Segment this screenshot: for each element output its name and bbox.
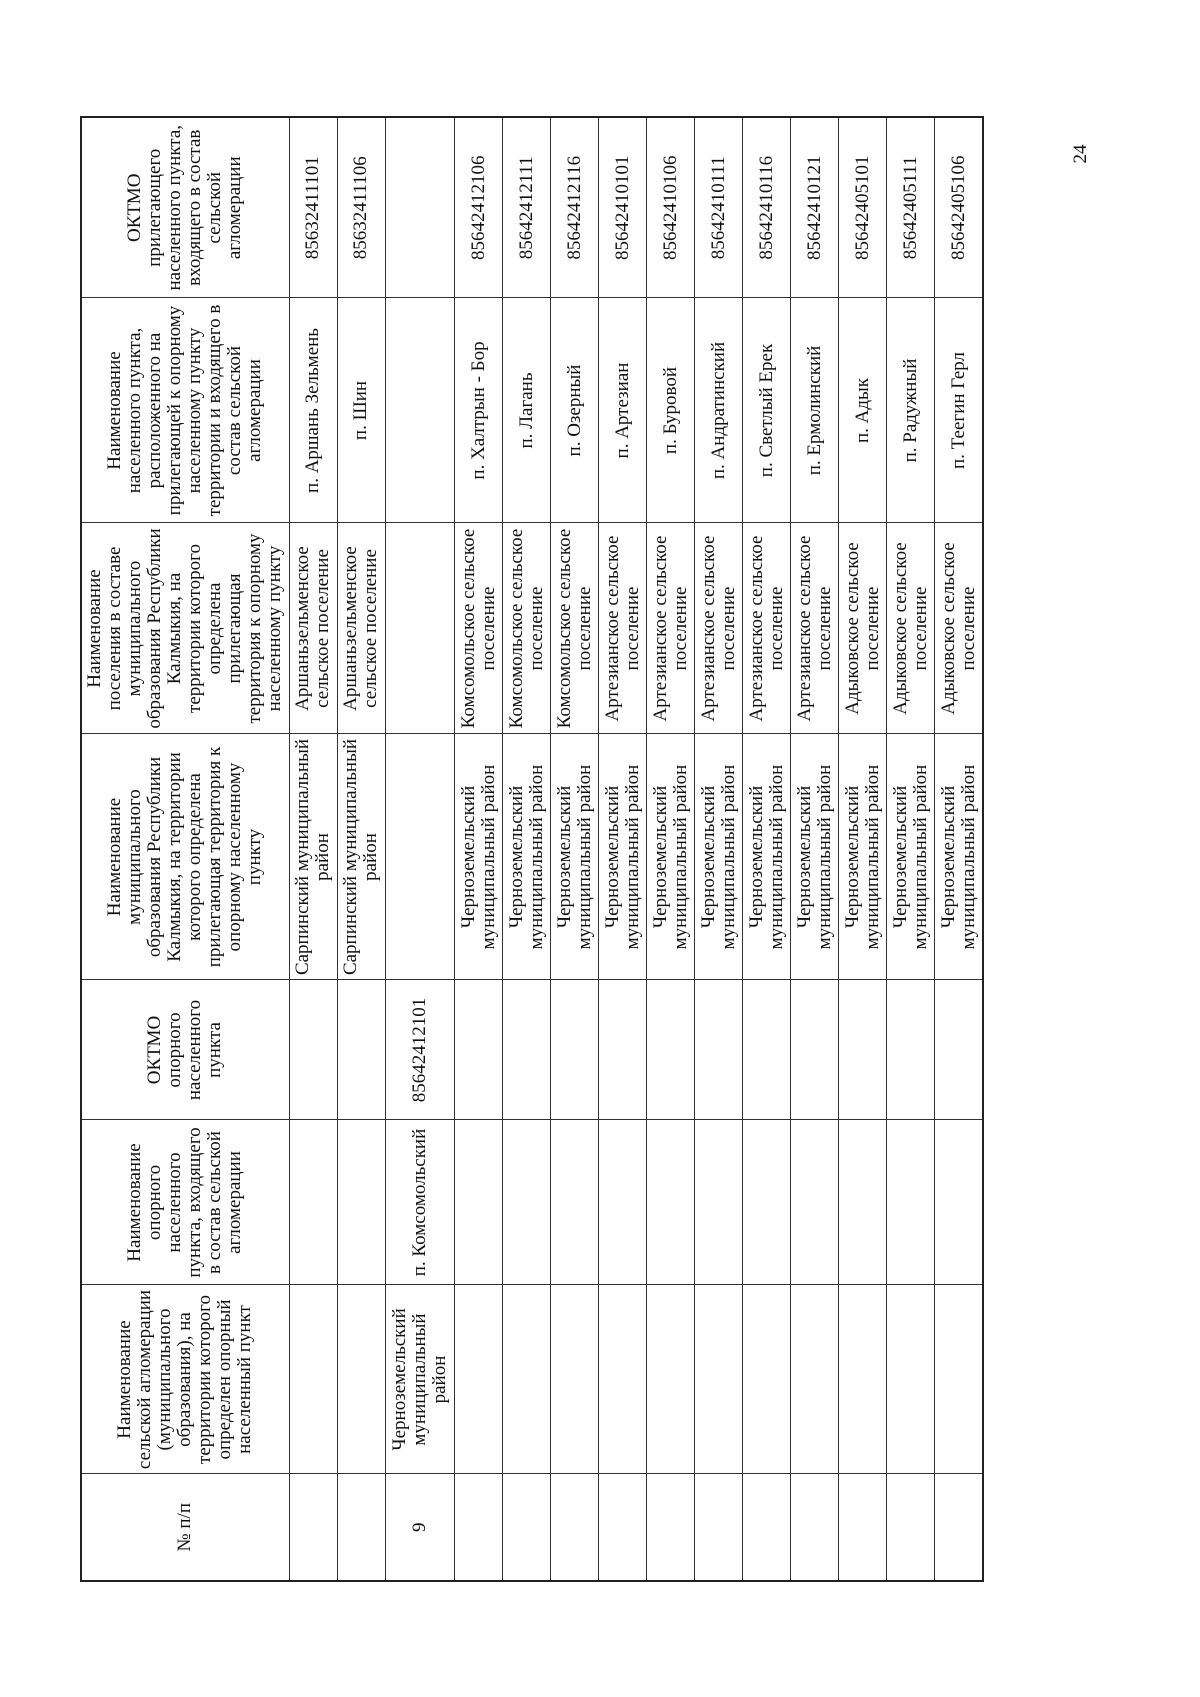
cell-settlement-municipality: Артезианское сельское поселение xyxy=(791,523,839,734)
cell-adjacent-oktmo: 85632411106 xyxy=(337,117,385,298)
cell-municipality: Черноземельский муниципальный район xyxy=(887,734,935,980)
cell-hub-settlement xyxy=(695,1120,743,1285)
cell-hub-oktmo xyxy=(743,980,791,1120)
table-row xyxy=(743,117,791,1581)
table-body xyxy=(289,117,983,1581)
cell-number xyxy=(935,1474,983,1581)
cell-adjacent-settlement: п. Лагань xyxy=(503,298,551,523)
cell-adjacent-settlement xyxy=(385,298,455,523)
table-row xyxy=(647,117,695,1581)
cell-hub-settlement xyxy=(647,1120,695,1285)
cell-agglomeration xyxy=(551,1285,599,1474)
cell-hub-oktmo xyxy=(599,980,647,1120)
table-row xyxy=(599,117,647,1581)
cell-number xyxy=(647,1474,695,1581)
cell-municipality: Черноземельский муниципальный район xyxy=(935,734,983,980)
cell-settlement-municipality: Артезианское сельское поселение xyxy=(743,523,791,734)
cell-municipality: Черноземельский муниципальный район xyxy=(503,734,551,980)
cell-adjacent-settlement: п. Аршань Зельмень xyxy=(289,298,337,523)
table-row xyxy=(791,117,839,1581)
cell-adjacent-settlement: п. Ермолинский xyxy=(791,298,839,523)
cell-adjacent-settlement: п. Озерный xyxy=(551,298,599,523)
cell-agglomeration: Черноземельский муниципальный район xyxy=(385,1285,455,1474)
cell-number xyxy=(839,1474,887,1581)
cell-hub-oktmo xyxy=(935,980,983,1120)
cell-hub-oktmo xyxy=(839,980,887,1120)
header-cell-municipality: Наименование муниципального образования Республики Калмыкия, на территории которого определена прилегающая территория к опорному населенному пункту xyxy=(81,734,289,980)
cell-hub-oktmo xyxy=(647,980,695,1120)
cell-settlement-municipality: Аршаньзельменское сельское поселение xyxy=(289,523,337,734)
cell-settlement-municipality: Артезианское сельское поселение xyxy=(599,523,647,734)
header-cell-agglomeration: Наименование сельской агломерации (муниципального образования), на территории которого определен опорный населенный пункт xyxy=(81,1285,289,1474)
header-row xyxy=(81,117,289,1581)
cell-hub-settlement xyxy=(455,1120,503,1285)
header-cell-adjacent-settlement: Наименование населенного пункта, расположенного на прилегающей к опорному населенному пункту территории и входящего в состав сельской агломерации xyxy=(81,298,289,523)
table-row xyxy=(503,117,551,1581)
cell-number xyxy=(743,1474,791,1581)
cell-hub-oktmo xyxy=(551,980,599,1120)
header-cell-number: № п/п xyxy=(81,1474,289,1581)
cell-municipality xyxy=(385,734,455,980)
cell-adjacent-settlement: п. Теегин Герл xyxy=(935,298,983,523)
cell-agglomeration xyxy=(503,1285,551,1474)
cell-settlement-municipality: Адыковское сельское поселение xyxy=(887,523,935,734)
cell-number xyxy=(503,1474,551,1581)
page-number: 24 xyxy=(1070,144,1091,164)
cell-adjacent-oktmo: 85642410111 xyxy=(695,117,743,298)
cell-municipality: Черноземельский муниципальный район xyxy=(791,734,839,980)
cell-agglomeration xyxy=(695,1285,743,1474)
cell-hub-settlement xyxy=(839,1120,887,1285)
cell-municipality: Сарпинский муниципальный район xyxy=(337,734,385,980)
cell-hub-oktmo xyxy=(503,980,551,1120)
cell-adjacent-settlement: п. Халтрын - Бор xyxy=(455,298,503,523)
cell-hub-settlement xyxy=(289,1120,337,1285)
cell-hub-settlement: п. Комсомольский xyxy=(385,1120,455,1285)
cell-agglomeration xyxy=(935,1285,983,1474)
cell-municipality: Черноземельский муниципальный район xyxy=(839,734,887,980)
cell-agglomeration xyxy=(791,1285,839,1474)
cell-settlement-municipality: Артезианское сельское поселение xyxy=(695,523,743,734)
header-cell-hub-oktmo: ОКТМО опорного населенного пункта xyxy=(81,980,289,1120)
table-row xyxy=(695,117,743,1581)
cell-hub-settlement xyxy=(337,1120,385,1285)
table-row xyxy=(385,117,455,1581)
cell-hub-settlement xyxy=(551,1120,599,1285)
cell-municipality: Черноземельский муниципальный район xyxy=(695,734,743,980)
cell-adjacent-oktmo: 85642405106 xyxy=(935,117,983,298)
cell-number xyxy=(337,1474,385,1581)
header-cell-settlement-municipality: Наименование поселения в составе муниципального образования Республики Калмыкия, на территории которого определена прилегающая территория к опорному населенному пункту xyxy=(81,523,289,734)
cell-adjacent-oktmo: 85642405101 xyxy=(839,117,887,298)
cell-hub-settlement xyxy=(743,1120,791,1285)
cell-adjacent-settlement: п. Артезиан xyxy=(599,298,647,523)
cell-agglomeration xyxy=(289,1285,337,1474)
header-cell-hub-settlement: Наименование опорного населенного пункта, входящего в состав сельской агломерации xyxy=(81,1120,289,1285)
cell-adjacent-oktmo: 85642410121 xyxy=(791,117,839,298)
cell-adjacent-oktmo: 85642410106 xyxy=(647,117,695,298)
cell-hub-settlement xyxy=(503,1120,551,1285)
header-cell-adjacent-oktmo: ОКТМО прилегающего населенного пункта, входящего в состав сельской агломерации xyxy=(81,117,289,298)
cell-number xyxy=(791,1474,839,1581)
cell-number xyxy=(887,1474,935,1581)
cell-hub-oktmo xyxy=(695,980,743,1120)
cell-agglomeration xyxy=(647,1285,695,1474)
table-row xyxy=(551,117,599,1581)
cell-adjacent-settlement: п. Буровой xyxy=(647,298,695,523)
cell-agglomeration xyxy=(455,1285,503,1474)
cell-municipality: Черноземельский муниципальный район xyxy=(455,734,503,980)
cell-adjacent-settlement: п. Шин xyxy=(337,298,385,523)
cell-adjacent-oktmo: 85642412106 xyxy=(455,117,503,298)
table-row xyxy=(935,117,983,1581)
cell-agglomeration xyxy=(887,1285,935,1474)
cell-hub-oktmo: 85642412101 xyxy=(385,980,455,1120)
cell-hub-settlement xyxy=(791,1120,839,1285)
cell-adjacent-oktmo: 85642405111 xyxy=(887,117,935,298)
cell-agglomeration xyxy=(337,1285,385,1474)
table-row xyxy=(337,117,385,1581)
cell-municipality: Черноземельский муниципальный район xyxy=(743,734,791,980)
cell-adjacent-oktmo: 85642412111 xyxy=(503,117,551,298)
cell-hub-oktmo xyxy=(791,980,839,1120)
cell-adjacent-oktmo: 85642412116 xyxy=(551,117,599,298)
cell-adjacent-settlement: п. Светлый Ерек xyxy=(743,298,791,523)
cell-hub-settlement xyxy=(935,1120,983,1285)
cell-settlement-municipality: Комсомольское сельское поселение xyxy=(551,523,599,734)
cell-settlement-municipality: Комсомольское сельское поселение xyxy=(503,523,551,734)
cell-hub-settlement xyxy=(599,1120,647,1285)
cell-settlement-municipality: Адыковское сельское поселение xyxy=(839,523,887,734)
cell-municipality: Сарпинский муниципальный район xyxy=(289,734,337,980)
cell-agglomeration xyxy=(743,1285,791,1474)
cell-settlement-municipality: Аршаньзельменское сельское поселение xyxy=(337,523,385,734)
cell-adjacent-settlement: п. Адык xyxy=(839,298,887,523)
cell-adjacent-oktmo: 85632411101 xyxy=(289,117,337,298)
cell-hub-settlement xyxy=(887,1120,935,1285)
cell-municipality: Черноземельский муниципальный район xyxy=(551,734,599,980)
table-row xyxy=(839,117,887,1581)
cell-hub-oktmo xyxy=(887,980,935,1120)
cell-agglomeration xyxy=(839,1285,887,1474)
table-row xyxy=(289,117,337,1581)
cell-number xyxy=(551,1474,599,1581)
rotated-table-container xyxy=(80,118,984,1582)
cell-adjacent-oktmo: 85642410116 xyxy=(743,117,791,298)
cell-hub-oktmo xyxy=(455,980,503,1120)
cell-municipality: Черноземельский муниципальный район xyxy=(647,734,695,980)
cell-adjacent-settlement: п. Радужный xyxy=(887,298,935,523)
cell-adjacent-settlement: п. Андратинский xyxy=(695,298,743,523)
cell-adjacent-oktmo: 85642410101 xyxy=(599,117,647,298)
cell-agglomeration xyxy=(599,1285,647,1474)
cell-number: 9 xyxy=(385,1474,455,1581)
cell-number xyxy=(599,1474,647,1581)
table-row xyxy=(887,117,935,1581)
cell-settlement-municipality: Адыковское сельское поселение xyxy=(935,523,983,734)
cell-settlement-municipality: Комсомольское сельское поселение xyxy=(455,523,503,734)
cell-adjacent-oktmo xyxy=(385,117,455,298)
cell-number xyxy=(289,1474,337,1581)
cell-hub-oktmo xyxy=(337,980,385,1120)
cell-municipality: Черноземельский муниципальный район xyxy=(599,734,647,980)
cell-number xyxy=(455,1474,503,1581)
table-row xyxy=(455,117,503,1581)
cell-hub-oktmo xyxy=(289,980,337,1120)
cell-settlement-municipality xyxy=(385,523,455,734)
cell-number xyxy=(695,1474,743,1581)
agglomeration-table xyxy=(80,116,984,1582)
cell-settlement-municipality: Артезианское сельское поселение xyxy=(647,523,695,734)
